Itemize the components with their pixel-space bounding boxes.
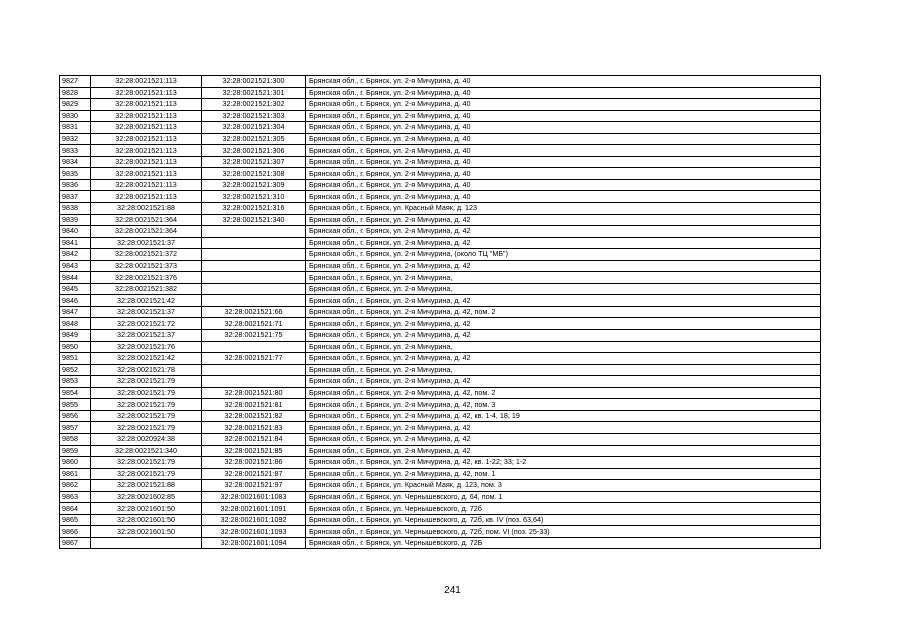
object-number-cell bbox=[202, 249, 306, 261]
row-number-cell: 9866 bbox=[60, 526, 91, 538]
object-number-cell: 32:28:0021521:302 bbox=[202, 99, 306, 111]
address-cell: Брянская обл., г. Брянск, ул. 2-я Мичурина, д. 40 bbox=[306, 168, 821, 180]
row-number-cell: 9857 bbox=[60, 422, 91, 434]
row-number-cell: 9845 bbox=[60, 283, 91, 295]
address-cell: Брянская обл., г. Брянск, ул. Чернышевского, д. 72б, пом. VI (поз. 25-33) bbox=[306, 526, 821, 538]
address-cell: Брянская обл., г. Брянск, ул. 2-я Мичурина, bbox=[306, 283, 821, 295]
object-number-cell: 32:28:0021521:86 bbox=[202, 457, 306, 469]
parcel-number-cell: 32:28:0021521:42 bbox=[91, 295, 202, 307]
address-cell: Брянская обл., г. Брянск, ул. 2-я Мичурина, д. 42 bbox=[306, 214, 821, 226]
address-cell: Брянская обл., г. Брянск, ул. 2-я Мичурина, д. 42 bbox=[306, 422, 821, 434]
row-number-cell: 9833 bbox=[60, 145, 91, 157]
parcel-number-cell: 32:28:0021521:88 bbox=[91, 203, 202, 215]
address-cell: Брянская обл., г. Брянск, ул. 2-я Мичурина, д. 42 bbox=[306, 295, 821, 307]
parcel-number-cell: 32:28:0021521:88 bbox=[91, 480, 202, 492]
object-number-cell: 32:28:0021521:308 bbox=[202, 168, 306, 180]
parcel-number-cell: 32:28:0021521:113 bbox=[91, 76, 202, 88]
parcel-number-cell: 32:28:0021521:113 bbox=[91, 168, 202, 180]
object-number-cell: 32:28:0021521:77 bbox=[202, 353, 306, 365]
row-number-cell: 9834 bbox=[60, 156, 91, 168]
object-number-cell: 32:28:0021521:304 bbox=[202, 122, 306, 134]
parcel-number-cell: 32:28:0021521:113 bbox=[91, 179, 202, 191]
object-number-cell: 32:28:0021521:305 bbox=[202, 133, 306, 145]
object-number-cell: 32:28:0021521:309 bbox=[202, 179, 306, 191]
row-number-cell: 9861 bbox=[60, 468, 91, 480]
row-number-cell: 9839 bbox=[60, 214, 91, 226]
object-number-cell: 32:28:0021521:307 bbox=[202, 156, 306, 168]
object-number-cell: 32:28:0021521:301 bbox=[202, 87, 306, 99]
table-row bbox=[60, 422, 821, 434]
address-cell: Брянская обл., г. Брянск, ул. 2-я Мичурина, д. 40 bbox=[306, 99, 821, 111]
table-row bbox=[60, 122, 821, 134]
object-number-cell: 32:28:0021521:81 bbox=[202, 399, 306, 411]
row-number-cell: 9855 bbox=[60, 399, 91, 411]
object-number-cell: 32:28:0021601:1092 bbox=[202, 514, 306, 526]
row-number-cell: 9862 bbox=[60, 480, 91, 492]
table-row bbox=[60, 156, 821, 168]
object-number-cell bbox=[202, 364, 306, 376]
parcel-number-cell: 32:28:0021521:37 bbox=[91, 306, 202, 318]
row-number-cell: 9865 bbox=[60, 514, 91, 526]
object-number-cell: 32:28:0021521:75 bbox=[202, 330, 306, 342]
row-number-cell: 9829 bbox=[60, 99, 91, 111]
parcel-number-cell: 32:28:0021521:113 bbox=[91, 145, 202, 157]
table-row bbox=[60, 179, 821, 191]
object-number-cell: 32:28:0021601:1093 bbox=[202, 526, 306, 538]
row-number-cell: 9863 bbox=[60, 491, 91, 503]
parcel-number-cell: 32:28:0021521:113 bbox=[91, 122, 202, 134]
parcel-number-cell: 32:28:0021521:113 bbox=[91, 191, 202, 203]
address-cell: Брянская обл., г. Брянск, ул. 2-я Мичурина, д. 40 bbox=[306, 179, 821, 191]
table-row bbox=[60, 133, 821, 145]
object-number-cell: 32:28:0021521:66 bbox=[202, 306, 306, 318]
row-number-cell: 9864 bbox=[60, 503, 91, 515]
parcel-number-cell: 32:28:0021521:79 bbox=[91, 422, 202, 434]
table-row bbox=[60, 295, 821, 307]
parcel-number-cell: 32:28:0021601:50 bbox=[91, 526, 202, 538]
object-number-cell bbox=[202, 272, 306, 284]
address-cell: Брянская обл., г. Брянск, ул. 2-я Мичурина, д. 42 bbox=[306, 353, 821, 365]
parcel-number-cell: 32:28:0021521:79 bbox=[91, 376, 202, 388]
address-cell: Брянская обл., г. Брянск, ул. 2-я Мичурина, д. 40 bbox=[306, 110, 821, 122]
row-number-cell: 9841 bbox=[60, 237, 91, 249]
object-number-cell bbox=[202, 260, 306, 272]
table-row bbox=[60, 503, 821, 515]
object-number-cell: 32:28:0021521:87 bbox=[202, 468, 306, 480]
row-number-cell: 9860 bbox=[60, 457, 91, 469]
parcel-number-cell: 32:28:0021521:78 bbox=[91, 364, 202, 376]
object-number-cell: 32:28:0021601:1094 bbox=[202, 537, 306, 549]
address-cell: Брянская обл., г. Брянск, ул. 2-я Мичурина, д. 42 bbox=[306, 318, 821, 330]
parcel-number-cell: 32:28:0021521:113 bbox=[91, 87, 202, 99]
parcel-number-cell: 32:28:0021521:42 bbox=[91, 353, 202, 365]
table-row bbox=[60, 272, 821, 284]
cadastral-table bbox=[59, 75, 821, 549]
table-row bbox=[60, 330, 821, 342]
parcel-number-cell: 32:28:0021521:364 bbox=[91, 214, 202, 226]
table-row bbox=[60, 145, 821, 157]
object-number-cell bbox=[202, 226, 306, 238]
object-number-cell bbox=[202, 283, 306, 295]
parcel-number-cell: 32:28:0021601:50 bbox=[91, 514, 202, 526]
row-number-cell: 9830 bbox=[60, 110, 91, 122]
parcel-number-cell: 32:28:0021521:79 bbox=[91, 399, 202, 411]
address-cell: Брянская обл., г. Брянск, ул. 2-я Мичурина, д. 42, пом. 2 bbox=[306, 387, 821, 399]
address-cell: Брянская обл., г. Брянск, ул. Красный Маяк, д. 123, пом. 3 bbox=[306, 480, 821, 492]
address-cell: Брянская обл., г. Брянск, ул. Чернышевского, д. 72Б bbox=[306, 537, 821, 549]
address-cell: Брянская обл., г. Брянск, ул. 2-я Мичурина, д. 42 bbox=[306, 226, 821, 238]
object-number-cell: 32:28:0021521:80 bbox=[202, 387, 306, 399]
table-row bbox=[60, 168, 821, 180]
parcel-number-cell: 32:28:0021602:85 bbox=[91, 491, 202, 503]
table-row bbox=[60, 457, 821, 469]
table-row bbox=[60, 76, 821, 88]
row-number-cell: 9842 bbox=[60, 249, 91, 261]
row-number-cell: 9851 bbox=[60, 353, 91, 365]
address-cell: Брянская обл., г. Брянск, ул. 2-я Мичурина, д. 42, кв. 1-22; 33; 1-2 bbox=[306, 457, 821, 469]
parcel-number-cell bbox=[91, 537, 202, 549]
table-body bbox=[60, 76, 821, 549]
parcel-number-cell: 32:28:0021521:376 bbox=[91, 272, 202, 284]
object-number-cell: 32:28:0021521:340 bbox=[202, 214, 306, 226]
address-cell: Брянская обл., г. Брянск, ул. 2-я Мичурина, д. 40 bbox=[306, 133, 821, 145]
address-cell: Брянская обл., г. Брянск, ул. 2-я Мичурина, д. 42, кв. 1-4, 18, 19 bbox=[306, 410, 821, 422]
table-row bbox=[60, 283, 821, 295]
row-number-cell: 9831 bbox=[60, 122, 91, 134]
row-number-cell: 9849 bbox=[60, 330, 91, 342]
address-cell: Брянская обл., г. Брянск, ул. 2-я Мичурина, д. 42, пом. 2 bbox=[306, 306, 821, 318]
table-row bbox=[60, 203, 821, 215]
table-row bbox=[60, 226, 821, 238]
address-cell: Брянская обл., г. Брянск, ул. 2-я Мичурина, д. 42, пом. 3 bbox=[306, 399, 821, 411]
parcel-number-cell: 32:28:0021521:79 bbox=[91, 387, 202, 399]
table-row bbox=[60, 110, 821, 122]
table-row bbox=[60, 353, 821, 365]
parcel-number-cell: 32:28:0021521:113 bbox=[91, 156, 202, 168]
parcel-number-cell: 32:28:0021521:79 bbox=[91, 457, 202, 469]
parcel-number-cell: 32:28:0021521:113 bbox=[91, 110, 202, 122]
parcel-number-cell: 32:28:0021521:72 bbox=[91, 318, 202, 330]
parcel-number-cell: 32:28:0021521:76 bbox=[91, 341, 202, 353]
parcel-number-cell: 32:28:0021521:79 bbox=[91, 410, 202, 422]
parcel-number-cell: 32:28:0020924:38 bbox=[91, 433, 202, 445]
object-number-cell: 32:28:0021521:84 bbox=[202, 433, 306, 445]
object-number-cell: 32:28:0021521:316 bbox=[202, 203, 306, 215]
row-number-cell: 9837 bbox=[60, 191, 91, 203]
table-row bbox=[60, 433, 821, 445]
address-cell: Брянская обл., г. Брянск, ул. 2-я Мичурина, д. 42 bbox=[306, 376, 821, 388]
address-cell: Брянская обл., г. Брянск, ул. 2-я Мичурина, д. 42, пом. 1 bbox=[306, 468, 821, 480]
row-number-cell: 9840 bbox=[60, 226, 91, 238]
object-number-cell bbox=[202, 341, 306, 353]
row-number-cell: 9847 bbox=[60, 306, 91, 318]
object-number-cell: 32:28:0021601:1083 bbox=[202, 491, 306, 503]
table-row bbox=[60, 364, 821, 376]
parcel-number-cell: 32:28:0021521:382 bbox=[91, 283, 202, 295]
address-cell: Брянская обл., г. Брянск, ул. 2-я Мичурина, д. 42 bbox=[306, 260, 821, 272]
object-number-cell: 32:28:0021521:71 bbox=[202, 318, 306, 330]
parcel-number-cell: 32:28:0021521:37 bbox=[91, 237, 202, 249]
table-row bbox=[60, 537, 821, 549]
object-number-cell: 32:28:0021521:85 bbox=[202, 445, 306, 457]
row-number-cell: 9838 bbox=[60, 203, 91, 215]
table-row bbox=[60, 468, 821, 480]
address-cell: Брянская обл., г. Брянск, ул. 2-я Мичурина, (около ТЦ "МБ") bbox=[306, 249, 821, 261]
address-cell: Брянская обл., г. Брянск, ул. 2-я Мичурина, д. 40 bbox=[306, 191, 821, 203]
table-row bbox=[60, 249, 821, 261]
page-number: 241 bbox=[444, 585, 461, 596]
address-cell: Брянская обл., г. Брянск, ул. 2-я Мичурина, д. 40 bbox=[306, 156, 821, 168]
table-row bbox=[60, 387, 821, 399]
object-number-cell: 32:28:0021521:300 bbox=[202, 76, 306, 88]
row-number-cell: 9858 bbox=[60, 433, 91, 445]
table-row bbox=[60, 214, 821, 226]
object-number-cell: 32:28:0021601:1091 bbox=[202, 503, 306, 515]
table-row bbox=[60, 99, 821, 111]
address-cell: Брянская обл., г. Брянск, ул. 2-я Мичурина, д. 42 bbox=[306, 433, 821, 445]
table-row bbox=[60, 376, 821, 388]
address-cell: Брянская обл., г. Брянск, ул. 2-я Мичурина, д. 42 bbox=[306, 445, 821, 457]
row-number-cell: 9867 bbox=[60, 537, 91, 549]
row-number-cell: 9827 bbox=[60, 76, 91, 88]
row-number-cell: 9854 bbox=[60, 387, 91, 399]
table-row bbox=[60, 318, 821, 330]
row-number-cell: 9828 bbox=[60, 87, 91, 99]
object-number-cell bbox=[202, 376, 306, 388]
row-number-cell: 9853 bbox=[60, 376, 91, 388]
row-number-cell: 9835 bbox=[60, 168, 91, 180]
row-number-cell: 9844 bbox=[60, 272, 91, 284]
address-cell: Брянская обл., г. Брянск, ул. 2-я Мичурина, д. 40 bbox=[306, 87, 821, 99]
object-number-cell: 32:28:0021521:82 bbox=[202, 410, 306, 422]
object-number-cell: 32:28:0021521:97 bbox=[202, 480, 306, 492]
table-row bbox=[60, 491, 821, 503]
object-number-cell: 32:28:0021521:306 bbox=[202, 145, 306, 157]
table-row bbox=[60, 341, 821, 353]
row-number-cell: 9832 bbox=[60, 133, 91, 145]
parcel-number-cell: 32:28:0021521:37 bbox=[91, 330, 202, 342]
address-cell: Брянская обл., г. Брянск, ул. 2-я Мичурина, bbox=[306, 341, 821, 353]
table-row bbox=[60, 237, 821, 249]
row-number-cell: 9846 bbox=[60, 295, 91, 307]
object-number-cell bbox=[202, 237, 306, 249]
address-cell: Брянская обл., г. Брянск, ул. 2-я Мичурина, д. 42 bbox=[306, 237, 821, 249]
table-row bbox=[60, 87, 821, 99]
object-number-cell: 32:28:0021521:310 bbox=[202, 191, 306, 203]
parcel-number-cell: 32:28:0021521:373 bbox=[91, 260, 202, 272]
row-number-cell: 9856 bbox=[60, 410, 91, 422]
object-number-cell: 32:28:0021521:303 bbox=[202, 110, 306, 122]
address-cell: Брянская обл., г. Брянск, ул. 2-я Мичурина, bbox=[306, 272, 821, 284]
table-row bbox=[60, 480, 821, 492]
table-row bbox=[60, 445, 821, 457]
parcel-number-cell: 32:28:0021601:50 bbox=[91, 503, 202, 515]
address-cell: Брянская обл., г. Брянск, ул. 2-я Мичурина, д. 40 bbox=[306, 76, 821, 88]
table-row bbox=[60, 526, 821, 538]
address-cell: Брянская обл., г. Брянск, ул. Чернышевского, д. 64, пом. 1 bbox=[306, 491, 821, 503]
row-number-cell: 9848 bbox=[60, 318, 91, 330]
table-row bbox=[60, 514, 821, 526]
parcel-number-cell: 32:28:0021521:340 bbox=[91, 445, 202, 457]
table-row bbox=[60, 306, 821, 318]
row-number-cell: 9836 bbox=[60, 179, 91, 191]
parcel-number-cell: 32:28:0021521:364 bbox=[91, 226, 202, 238]
table-row bbox=[60, 410, 821, 422]
address-cell: Брянская обл., г. Брянск, ул. Красный Маяк, д. 123 bbox=[306, 203, 821, 215]
parcel-number-cell: 32:28:0021521:113 bbox=[91, 133, 202, 145]
parcel-number-cell: 32:28:0021521:372 bbox=[91, 249, 202, 261]
address-cell: Брянская обл., г. Брянск, ул. Чернышевского, д. 72б bbox=[306, 503, 821, 515]
row-number-cell: 9859 bbox=[60, 445, 91, 457]
table-row bbox=[60, 191, 821, 203]
row-number-cell: 9850 bbox=[60, 341, 91, 353]
address-cell: Брянская обл., г. Брянск, ул. 2-я Мичурина, д. 40 bbox=[306, 122, 821, 134]
address-cell: Брянская обл., г. Брянск, ул. 2-я Мичурина, д. 40 bbox=[306, 145, 821, 157]
row-number-cell: 9852 bbox=[60, 364, 91, 376]
address-cell: Брянская обл., г. Брянск, ул. Чернышевского, д. 72б, кв. IV (поз. 63,64) bbox=[306, 514, 821, 526]
table-row bbox=[60, 260, 821, 272]
address-cell: Брянская обл., г. Брянск, ул. 2-я Мичурина, д. 42 bbox=[306, 330, 821, 342]
parcel-number-cell: 32:28:0021521:79 bbox=[91, 468, 202, 480]
address-cell: Брянская обл., г. Брянск, ул. 2-я Мичурина, bbox=[306, 364, 821, 376]
row-number-cell: 9843 bbox=[60, 260, 91, 272]
table-row bbox=[60, 399, 821, 411]
parcel-number-cell: 32:28:0021521:113 bbox=[91, 99, 202, 111]
object-number-cell bbox=[202, 295, 306, 307]
object-number-cell: 32:28:0021521:83 bbox=[202, 422, 306, 434]
